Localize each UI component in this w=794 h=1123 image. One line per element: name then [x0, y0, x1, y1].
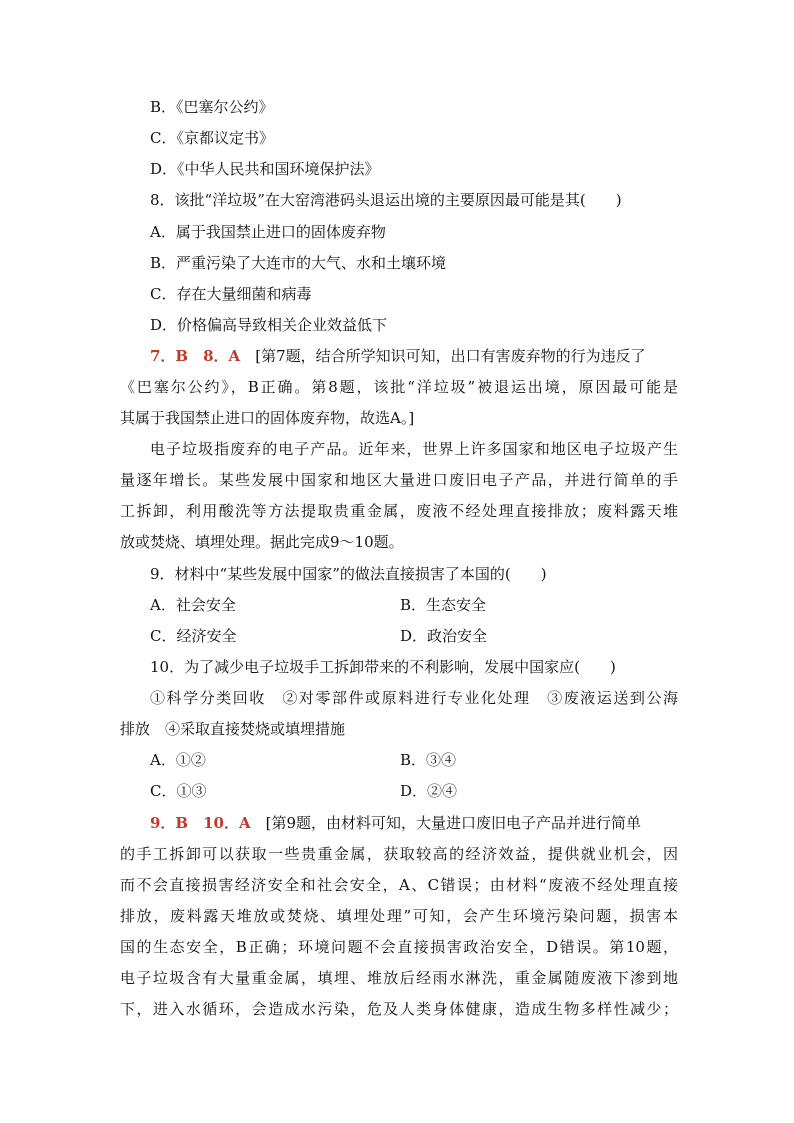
q7-option-b: B．《巴塞尔公约》: [150, 98, 274, 116]
answer-key-7-8: 7．B 8．A: [150, 347, 241, 365]
q10-option-d: D．②④: [400, 782, 458, 800]
answer-9-10-line7: 下，进入水循环，会造成水污染，危及人类身体健康，造成生物多样性减少；: [120, 1000, 678, 1018]
q10-option-a: A．①②: [150, 751, 206, 769]
answer-9-10-line4: 排放，废料露天堆放或焚烧、填埋处理”可知，会产生环境污染问题，损害本: [120, 907, 678, 925]
material-line1: 电子垃圾指废弃的电子产品。近年来，世界上许多国家和地区电子垃圾产生: [150, 440, 678, 458]
answer-key-9-10: 9．B 10．A: [150, 814, 251, 832]
q10-stem: 10．为了减少电子垃圾手工拆卸带来的不利影响，发展中国家应( ): [150, 658, 616, 676]
material-line2: 量逐年增长。某些发展中国家和地区大量进口废旧电子产品，并进行简单的手: [120, 471, 678, 489]
answer-9-10-line3: 而不会直接损害经济安全和社会安全，A、C错误；由材料“废液不经处理直接: [120, 876, 678, 894]
q9-option-c: C．经济安全: [150, 627, 237, 645]
answer-7-8-text1: [第7题，结合所学知识可知，出口有害废弃物的行为违反了: [255, 347, 646, 365]
q8-option-a: A．属于我国禁止进口的固体废弃物: [150, 223, 386, 241]
answer-9-10-line1: [150, 813, 678, 833]
q9-option-a: A．社会安全: [150, 596, 236, 614]
q10-items-line2: 排放 ④采取直接焚烧或填埋措施: [120, 720, 346, 738]
q9-option-d: D．政治安全: [400, 627, 488, 645]
q7-option-d: D．《中华人民共和国环境保护法》: [150, 160, 380, 178]
q10-option-b: B．③④: [400, 751, 457, 769]
answer-9-10-line2: 的手工拆卸可以获取一些贵重金属，获取较高的经济效益，提供就业机会，因: [120, 845, 678, 863]
q8-stem: 8．该批“洋垃圾”在大窑湾港码头退运出境的主要原因最可能是其( ): [150, 191, 622, 209]
answer-7-8-line3: 其属于我国禁止进口的固体废弃物，故选A。]: [120, 409, 415, 427]
q9-stem: 9．材料中“某些发展中国家”的做法直接损害了本国的( ): [150, 565, 547, 583]
q10-option-c: C．①③: [150, 782, 207, 800]
q8-option-b: B．严重污染了大连市的大气、水和土壤环境: [150, 254, 447, 272]
answer-9-10-line6: 电子垃圾含有大量重金属，填埋、堆放后经雨水淋洗，重金属随废液下渗到地: [120, 969, 678, 987]
material-line4: 放或焚烧、填埋处理。据此完成9～10题。: [120, 533, 404, 551]
answer-7-8-line1: [150, 346, 678, 366]
answer-9-10-text1: [第9题，由材料可知，大量进口废旧电子产品并进行简单: [265, 814, 642, 832]
q7-option-c: C．《京都议定书》: [150, 129, 274, 147]
q8-option-c: C．存在大量细菌和病毒: [150, 285, 312, 303]
q8-option-d: D．价格偏高导致相关企业效益低下: [150, 316, 388, 334]
answer-9-10-line5: 国的生态安全，B正确；环境问题不会直接损害政治安全，D错误。第10题，: [120, 938, 678, 956]
material-line3: 工拆卸，利用酸洗等方法提取贵重金属，废液不经处理直接排放；废料露天堆: [120, 502, 678, 520]
answer-7-8-line2: 《巴塞尔公约》，B正确。第8题，该批“洋垃圾”被退运出境，原因最可能是: [120, 378, 678, 396]
q10-items-line1: ①科学分类回收 ②对零部件或原料进行专业化处理 ③废液运送到公海: [150, 689, 678, 707]
q9-option-b: B．生态安全: [400, 596, 487, 614]
